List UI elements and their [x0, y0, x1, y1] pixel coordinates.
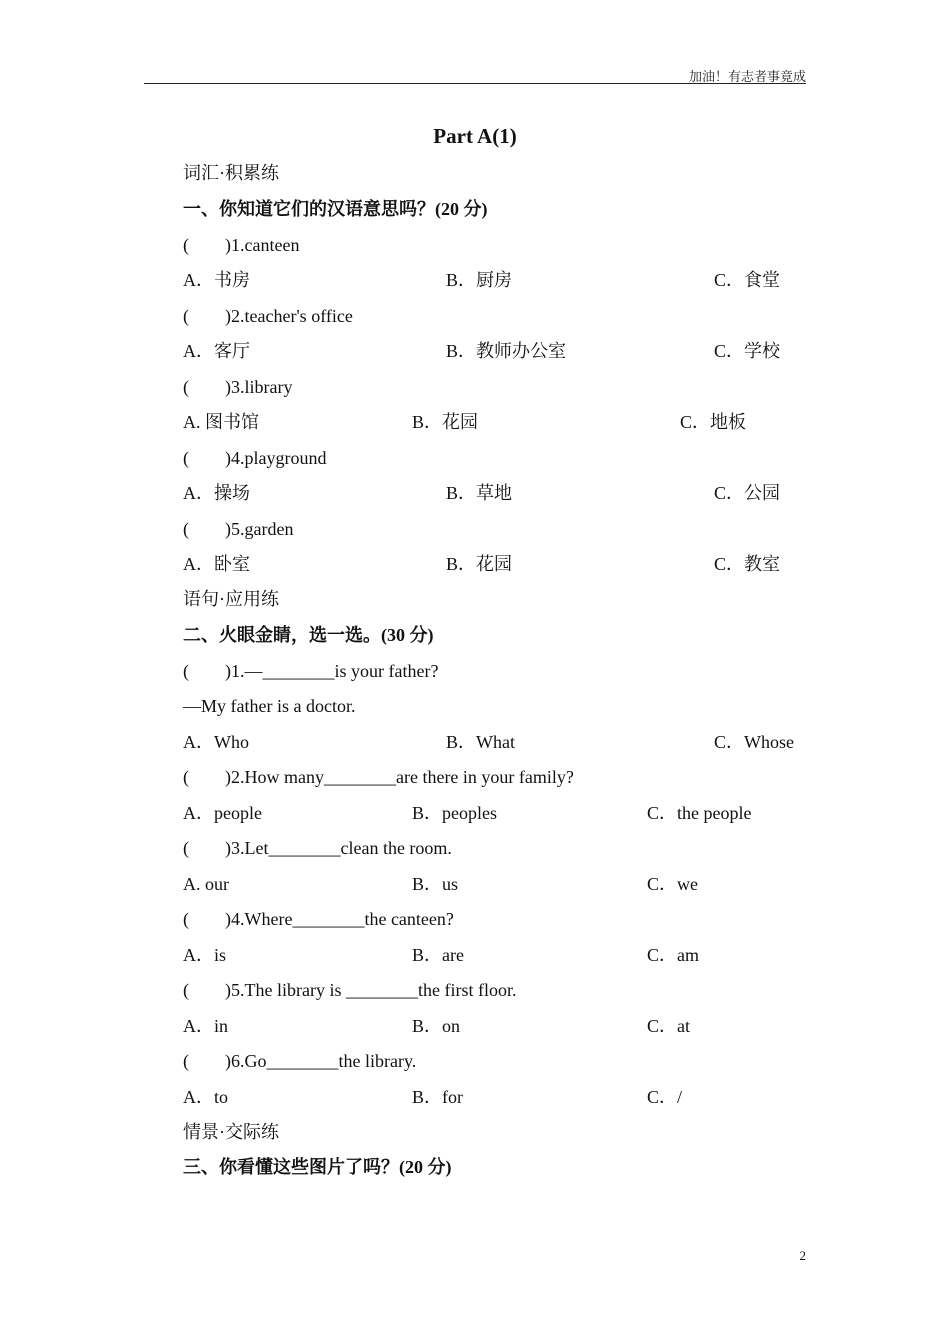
- question-stem: ( )1.—________is your father?: [183, 661, 439, 681]
- option-a: A．in: [183, 1016, 228, 1036]
- option-a: A．Who: [183, 732, 249, 752]
- question-stem: ( )1.canteen: [183, 235, 300, 255]
- option-c: C．教室: [714, 554, 781, 574]
- question-stem: ( )4.Where________the canteen?: [183, 909, 454, 929]
- option-b: B．us: [412, 874, 459, 894]
- option-b: B．教师办公室: [446, 341, 567, 361]
- option-b: B．for: [412, 1087, 463, 1107]
- option-c: C．地板: [680, 412, 747, 432]
- option-c: C．食堂: [714, 270, 781, 290]
- question-stem: ( )4.playground: [183, 448, 327, 468]
- option-a: A．卧室: [183, 554, 250, 574]
- option-b: B．peoples: [412, 803, 497, 823]
- option-a: A．is: [183, 945, 227, 965]
- question-stem: ( )2.teacher's office: [183, 306, 353, 326]
- option-a: A．操场: [183, 483, 250, 503]
- section-category: 情景·交际练: [183, 1122, 279, 1142]
- option-a: A．people: [183, 803, 262, 823]
- section-category: 语句·应用练: [183, 589, 279, 609]
- section-heading: 一、你知道它们的汉语意思吗？(20 分): [183, 199, 488, 219]
- option-c: C．at: [647, 1016, 690, 1036]
- option-b: B．厨房: [446, 270, 513, 290]
- option-b: B．on: [412, 1016, 461, 1036]
- section-heading: 二、火眼金睛，选一选。(30 分): [183, 625, 434, 645]
- option-b: B．花园: [446, 554, 513, 574]
- section-heading: 三、你看懂这些图片了吗？(20 分): [183, 1157, 452, 1177]
- option-b: B．What: [446, 732, 515, 752]
- option-a: A．to: [183, 1087, 228, 1107]
- option-c: C．am: [647, 945, 699, 965]
- option-c: C．公园: [714, 483, 781, 503]
- section-category: 词汇·积累练: [183, 163, 279, 183]
- question-stem: ( )2.How many________are there in your family?: [183, 767, 574, 787]
- question-answer-line: —My father is a doctor.: [183, 696, 356, 716]
- header-motto: 加油！有志者事竟成: [688, 69, 806, 84]
- header-rule: [144, 83, 806, 84]
- page-title: Part A(1): [433, 124, 517, 148]
- option-c: C．Whose: [714, 732, 794, 752]
- question-stem: ( )5.garden: [183, 519, 294, 539]
- question-stem: ( )3.library: [183, 377, 293, 397]
- option-a: A. our: [183, 874, 229, 894]
- option-a: A. 图书馆: [183, 412, 259, 432]
- option-b: B．are: [412, 945, 464, 965]
- option-b: B．花园: [412, 412, 479, 432]
- option-a: A．书房: [183, 270, 250, 290]
- option-c: C．学校: [714, 341, 781, 361]
- option-b: B．草地: [446, 483, 513, 503]
- question-stem: ( )5.The library is ________the first floor.: [183, 980, 517, 1000]
- page-number: 2: [799, 1248, 806, 1263]
- option-c: C．we: [647, 874, 698, 894]
- question-stem: ( )3.Let________clean the room.: [183, 838, 452, 858]
- question-stem: ( )6.Go________the library.: [183, 1051, 417, 1071]
- option-c: C．/: [647, 1087, 683, 1107]
- option-a: A．客厅: [183, 341, 250, 361]
- option-c: C．the people: [647, 803, 752, 823]
